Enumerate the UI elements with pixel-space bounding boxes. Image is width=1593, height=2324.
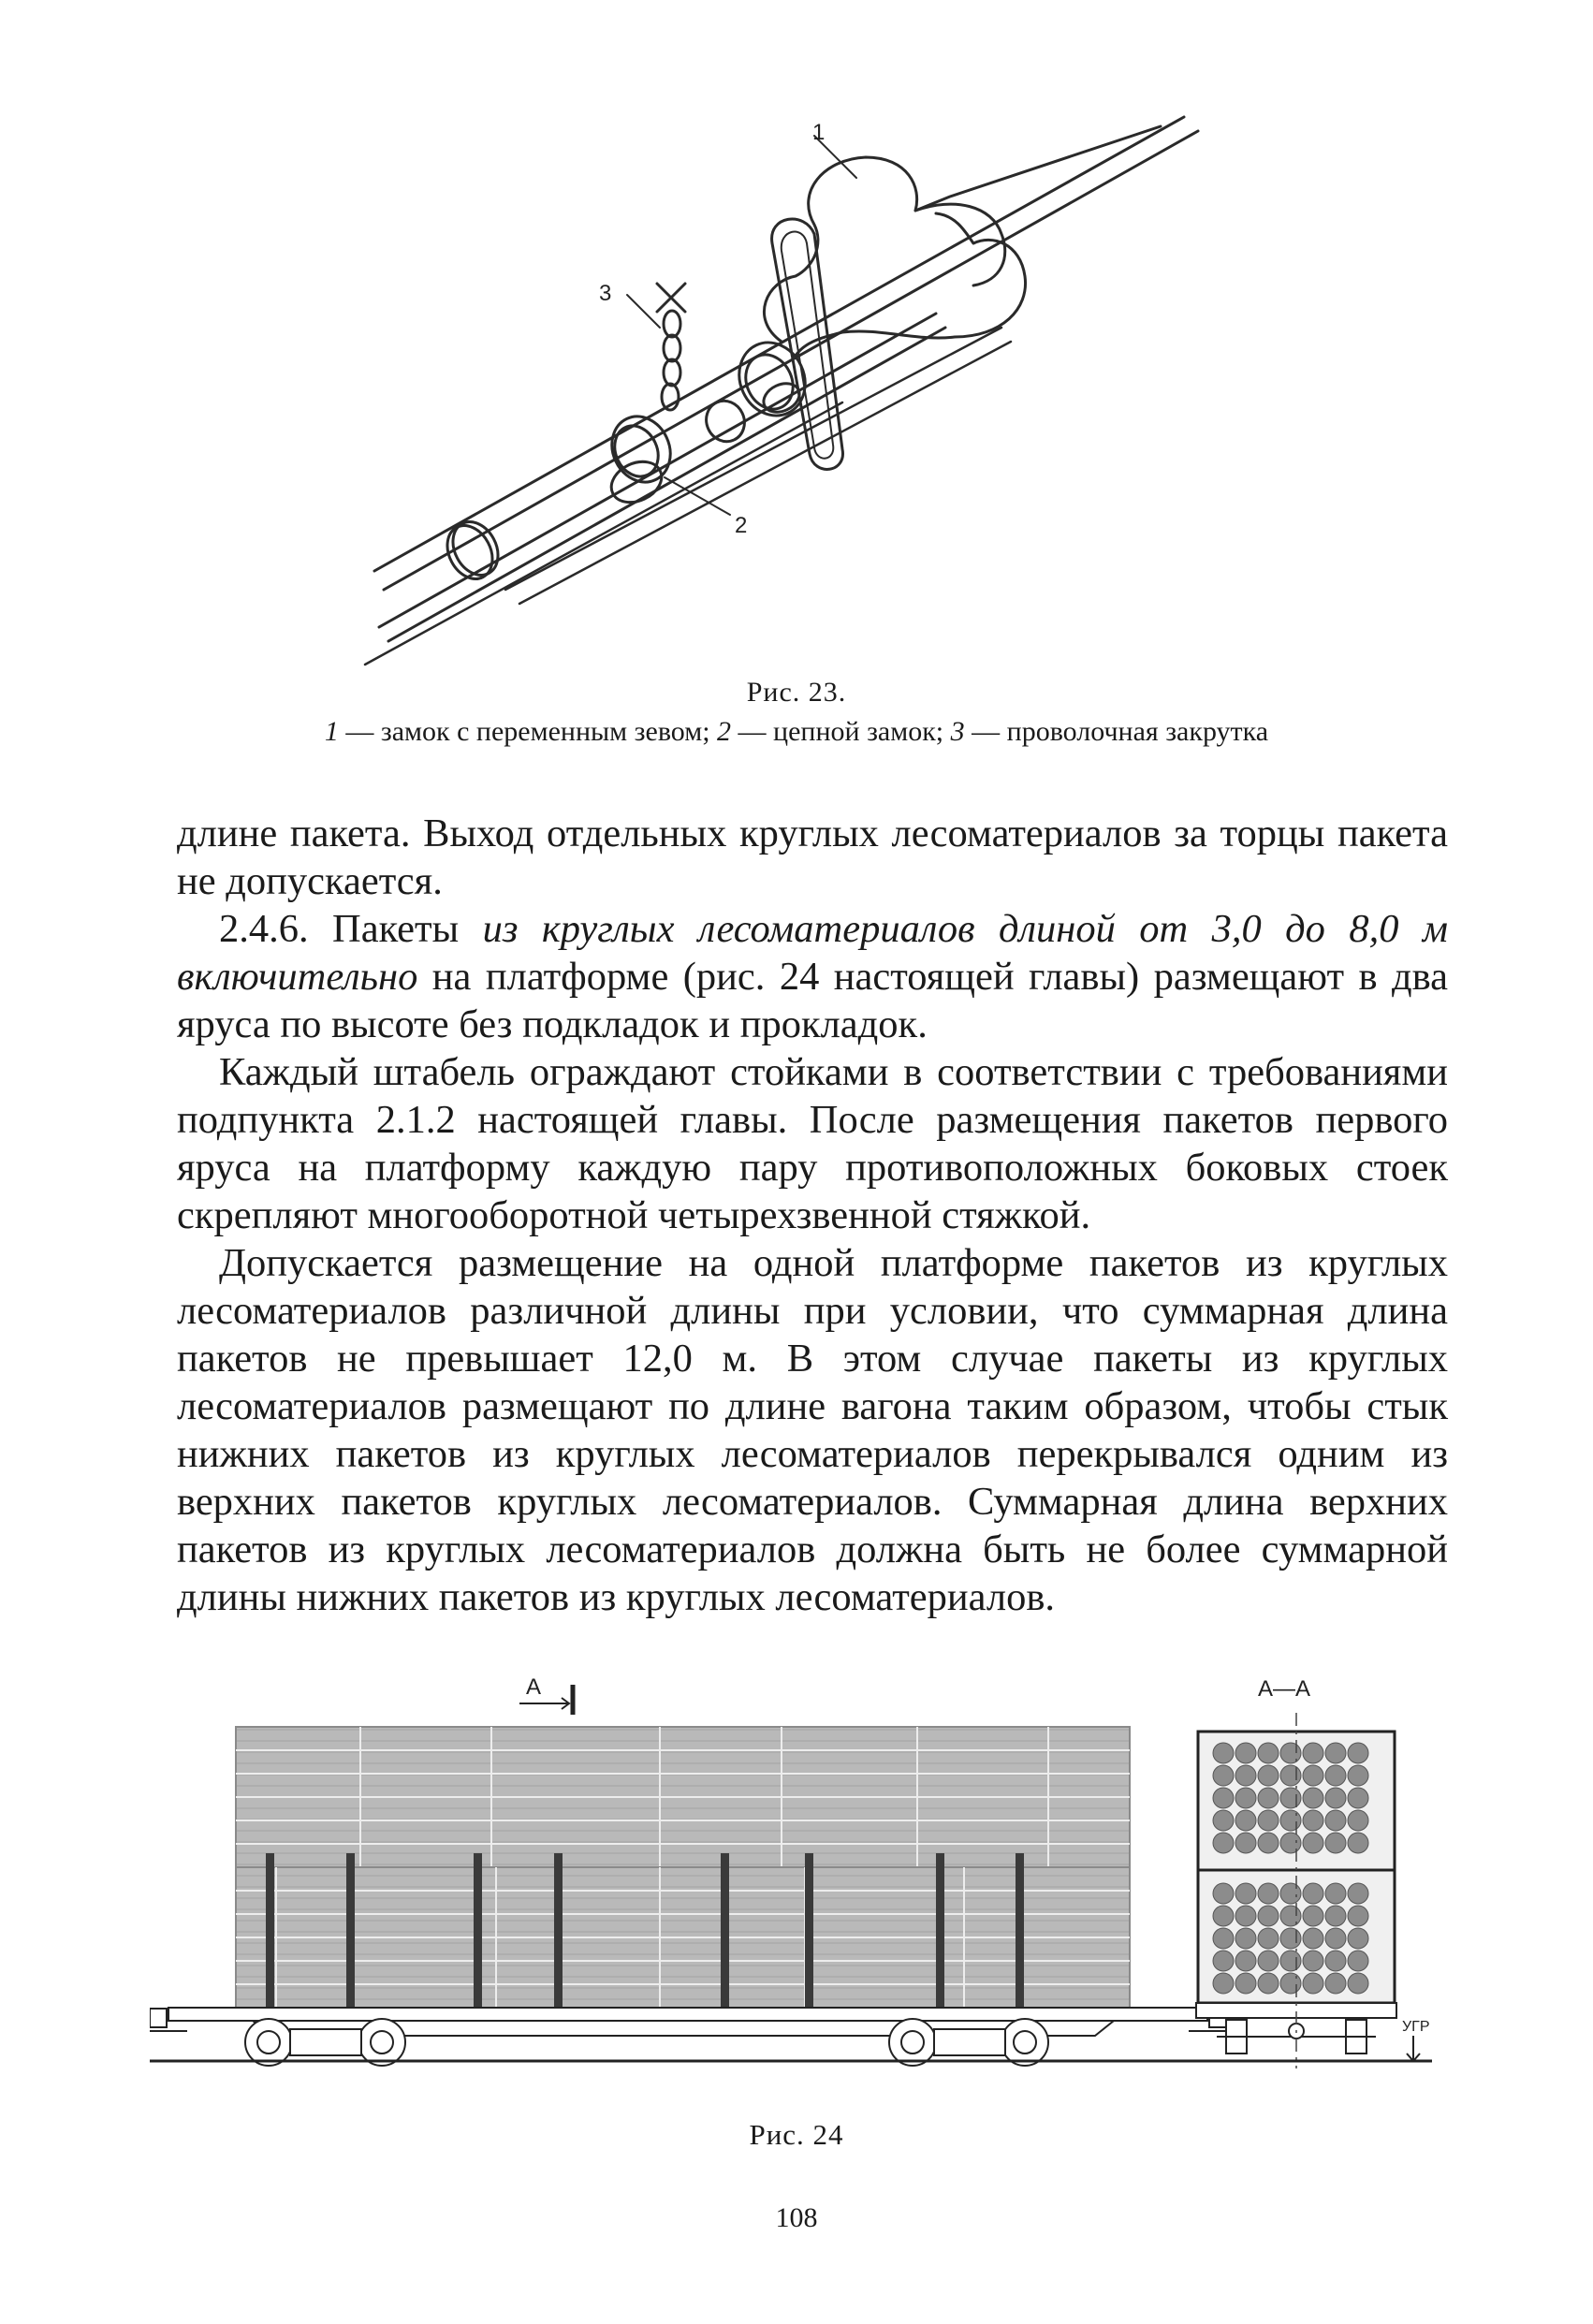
legend-num-2: 2: [717, 716, 732, 747]
figure-23-caption-legend: [0, 716, 1593, 748]
paragraph-1: длине пакета. Выход отдельных круглых лесоматериалов за торцы пакета не допускается.: [177, 811, 1448, 903]
paragraph-2: [177, 905, 1448, 1048]
section-view-label: А—А: [1258, 1676, 1311, 1702]
paragraph-4: Допускается размещение на одной платформе пакетов из круглых лесоматериалов различной длины при условии, что суммарная длина пакетов не превышает 12,0 м. В этом случае пакеты из круглых лесоматериалов размещают по длине вагона таким образом, чтобы стык нижних пакетов из круглых лесоматериалов перекрывался одним из верхних пакетов круглых лесоматериалов. Суммарная длина верхних пакетов из круглых лесоматериалов должна быть не более суммарной длины нижних пакетов из круглых лесоматериалов.: [177, 1241, 1448, 1619]
section-mark: А: [526, 1674, 542, 1700]
legend-num-3: 3: [950, 716, 965, 747]
legend-text-3: — проволочная закрутка: [964, 716, 1269, 747]
page-number: 108: [775, 2202, 818, 2233]
figure-24-caption-title: Рис. 24: [749, 2118, 844, 2151]
figure-23-label-1: 1: [812, 120, 826, 145]
legend-text-1: — замок с переменным зевом;: [338, 716, 718, 747]
paragraph-2-italic: из круглых лесоматериалов длиной от 3,0 до 8,0 м включительно: [177, 907, 1448, 999]
figure-23-caption-title: Рис. 23.: [746, 677, 847, 708]
paragraph-2-end: на платформе (рис. 24 настоящей главы) размещают в два яруса по высоте без подкладок и прокладок.: [177, 955, 1448, 1046]
legend-num-1: 1: [324, 716, 339, 747]
figure-23-drawing: [356, 103, 1235, 674]
body-text: [177, 810, 1448, 1621]
paragraph-3: Каждый штабель ограждают стойками в соответствии с требованиями подпункта 2.1.2 настоящей главы. После размещения пакетов первого яруса на платформу каждую пару противоположных боковых стоек скрепляют многооборотной четырехзвенной стяжкой.: [177, 1050, 1448, 1237]
legend-text-2: — цепной замок;: [731, 716, 951, 747]
dimension-label: УГР: [1402, 2019, 1430, 2035]
figure-23-label-2: 2: [735, 513, 748, 538]
paragraph-2-start: 2.4.6. Пакеты: [219, 907, 483, 951]
figure-23-label-3: 3: [599, 281, 612, 306]
figure-24-drawing: [150, 1657, 1460, 2068]
